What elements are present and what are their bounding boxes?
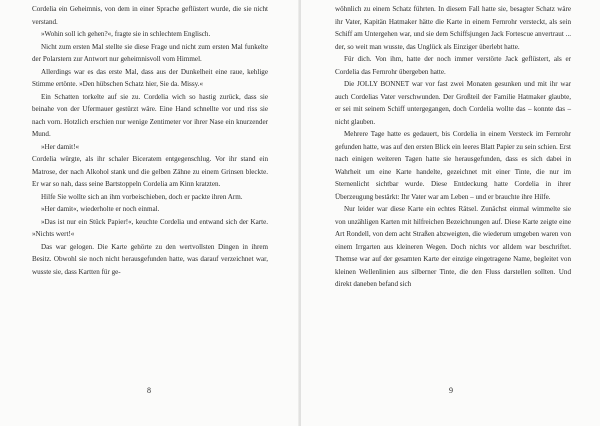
right-page <box>301 0 600 426</box>
left-page <box>0 0 299 426</box>
paragraph: wöhnlich zu einem Schatz führten. In diesem Fall hatte sie, besagter Schatz wäre ihr Vater, Kapitän Hatmaker hätte die Karte in einem Fernrohr versteckt, als sein Schiff am Untergehen war, und sie dem Schiffsjungen Jack Fortescue anvertraut ... der, so weit man wusste, das Unglück als Einziger überlebt hatte. <box>335 5 571 51</box>
page-number: 9 <box>449 386 453 395</box>
paragraph: Cordelia ein Geheimnis, von dem in einer Sprache geflüstert wurde, die sie nicht verstand. <box>32 5 268 26</box>
paragraph: Allerdings war es das erste Mal, dass aus der Dunkelheit eine raue, kehlige Stimme ertönte. »Den hübschen Schatz hier, Sie da. Missy.« <box>32 67 268 88</box>
paragraph: Cordelia würgte, als ihr schaler Biceratem entgegenschlug. Vor ihr stand ein Matrose, der nach Alkohol stank und die gelben Zähne zu einem Grinsen bleckte. Er war so nah, dass seine Bartstoppeln Cordelia am Kinn kratzten. <box>32 155 268 188</box>
right-page-text <box>335 3 571 291</box>
paragraph: Nur leider war diese Karte ein echtes Rätsel. Zunächst einmal wimmelte sie von unzähligen Karten mit hilfreichen Bezeichnungen auf. Diese Karte zeigte eine Art Rondell, von dem acht Straßen abzweigten, die wiederum umgeben waren von einem Irrgarten aus kleineren Wegen. Doch nichts vor alldem war beschriftet. Themse war auf der gesamten Karte der einzige eingetragene Name, begleitet von kleinen Wellenlinien aus silberner Tinte, die den Fluss darstellen sollten. Und direkt daneben befand sich <box>335 205 571 288</box>
paragraph: »Her damit!« <box>41 142 80 151</box>
paragraph: »Her damit«, wiederholte er noch einmal. <box>41 205 160 213</box>
paragraph: Nicht zum ersten Mal stellte sie diese Frage und nicht zum ersten Mal funkelte der Polarstern zur Antwort nur geheimnisvoll vom Himmel. <box>32 42 268 63</box>
left-page-text <box>32 3 268 278</box>
paragraph: Hilfe Sie wollte sich an ihm vorbeischieben, doch er packte ihren Arm. <box>41 192 243 201</box>
paragraph: Die JOLLY BONNET war vor fast zwei Monaten gesunken und mit ihr war auch Cordelias Vater verschwunden. Der Großteil der Familie Hatmaker glaubte, er sei mit seinem Schiff untergegangen, doch Cordelia wollte das – konnte das – nicht glauben. <box>335 80 571 126</box>
paragraph: »Wohin soll ich gehen?«, fragte sie in schlechtem Englisch. <box>41 30 211 38</box>
page-number: 8 <box>147 386 151 395</box>
paragraph: Das war gelogen. Die Karte gehörte zu den wertvollsten Dingen in ihrem Besitz. Obwohl sie noch nicht herausgefunden hatte, was darauf verzeichnet war, wusste sie, dass Kartten für ge- <box>32 242 268 276</box>
paragraph: Für dich. Von ihm, hatte der noch immer verstörte Jack geflüstert, als er Cordelia das Fernrohr übergeben hatte. <box>335 55 571 76</box>
paragraph: Mehrere Tage hatte es gedauert, bis Cordelia in einem Versteck im Fernrohr gefunden hatte, was auf den ersten Blick ein leeres Blatt Papier zu sein schien. Erst nach einigen weiteren Tagen hatte sie herausgefunden, dass es sich dabei in Wahrheit um eine Karte handelte, gezeichnet mit einer Tinte, die nur im Sternenlicht sichtbar wurde. Diese Entdeckung hatte Cordelia in ihrer Überzeugung bestärkt: Ihr Vater war am Leben – und er brauchte ihre Hilfe. <box>335 130 571 201</box>
paragraph: Ein Schatten torkelte auf sie zu. Cordelia wich so hastig zurück, dass sie beinahe von der Ufermauer gestürzt wäre. Eine Hand schnellte vor und riss sie nach vorn. Hotzlich erschien nur wenige Zentimeter vor ihrer Nase ein knurzender Mund. <box>32 92 268 138</box>
paragraph: »Das ist nur ein Stück Papier!«, keuchte Cordelia und entwand sich der Karte. »Nichts wert!« <box>32 217 268 238</box>
